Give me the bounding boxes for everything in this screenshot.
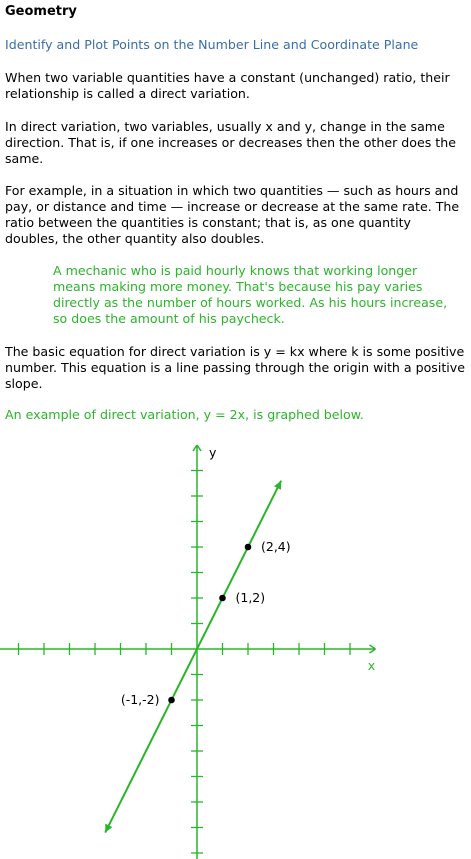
data-point-label: (2,4) bbox=[261, 539, 291, 554]
page-title: Geometry bbox=[5, 4, 77, 19]
data-point bbox=[245, 544, 252, 551]
paragraph-equation: The basic equation for direct variation is y = kx where k is some positive number. This equation is a line passing through the origin with a positive slope. bbox=[5, 344, 465, 391]
data-point bbox=[219, 595, 226, 602]
axis-ticks bbox=[19, 471, 351, 854]
x-axis-label: x bbox=[367, 658, 376, 673]
graph-intro: An example of direct variation, y = 2x, is graphed below. bbox=[5, 407, 364, 422]
paragraph-direction: In direct variation, two variables, usually x and y, change in the same direction. That is, if one increases or decreases then the other does the same. bbox=[5, 119, 456, 166]
y-axis-label: y bbox=[209, 445, 217, 460]
axis-labels bbox=[209, 445, 375, 673]
paragraph-example: For example, in a situation in which two quantities — such as hours and pay, or distance and time — increase or decrease at the same rate. The ratio between the quantities is constant; that is, as one quantity doubles, the other quantity also doubles. bbox=[5, 183, 460, 246]
data-point-label: (1,2) bbox=[235, 590, 266, 605]
page-subtitle: Identify and Plot Points on the Number Line and Coordinate Plane bbox=[5, 37, 419, 52]
data-points bbox=[121, 539, 291, 707]
data-point bbox=[168, 697, 175, 704]
data-point-label: (-1,-2) bbox=[120, 692, 160, 707]
example-mechanic: A mechanic who is paid hourly knows that working longer means making more money. That's because his pay varies directly as the number of hours worked. As his hours increase, so does the amount of his paycheck. bbox=[53, 263, 448, 326]
series-line bbox=[105, 481, 281, 833]
axes bbox=[0, 445, 376, 859]
paragraph-definition: When two variable quantities have a constant (unchanged) ratio, their relationship is called a direct variation. bbox=[5, 70, 450, 101]
line-y-equals-2x bbox=[105, 481, 281, 833]
